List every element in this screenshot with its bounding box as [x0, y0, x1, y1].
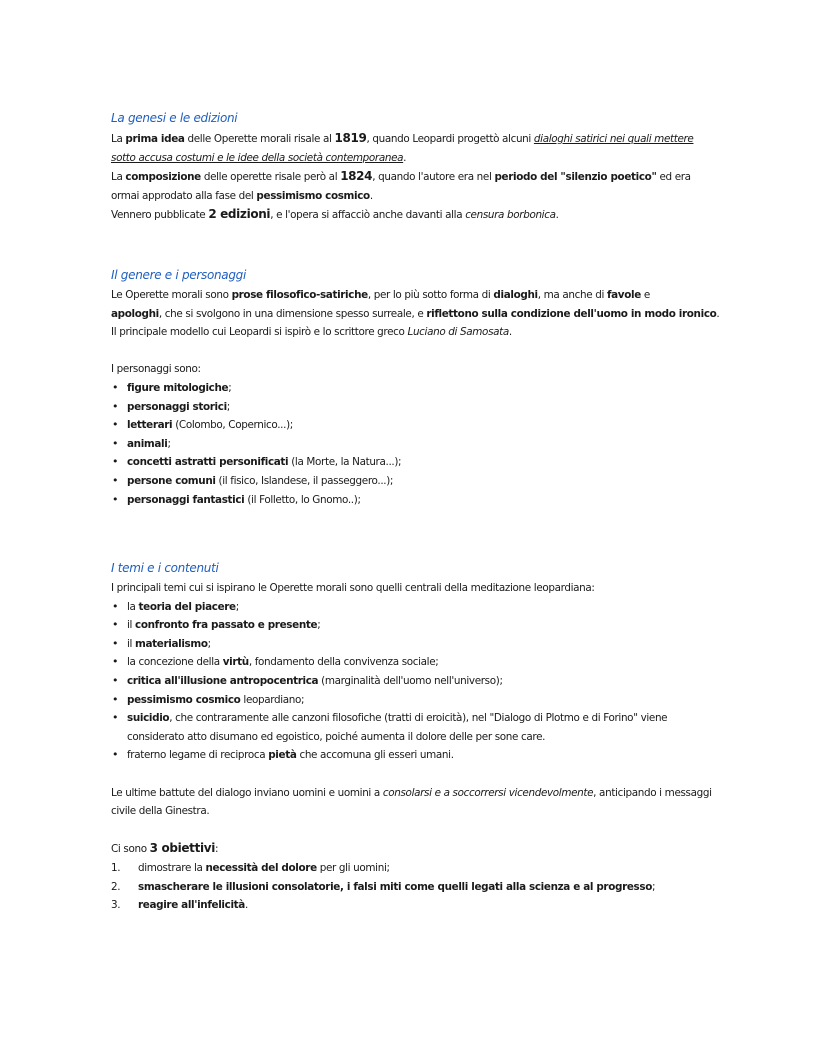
paragraph-line: civile della Ginestra.: [111, 805, 210, 818]
list-item: • il confronto fra passato e presente;: [111, 616, 731, 635]
paragraph-line: La prima idea delle Operette morali risale al 1819, quando Leopardi progettò alcuni dialoghi satirici nei quali mettere: [111, 131, 694, 145]
list-item: • pessimismo cosmico leopardiano;: [111, 691, 731, 710]
section-heading: Il genere e i personaggi: [111, 268, 247, 282]
paragraph-line: apologhi, che si svolgono in una dimensione spesso surreale, e riflettono sulla condizione dell'uomo in modo ironico.: [111, 307, 720, 320]
section-genere: [111, 267, 731, 509]
objectives-intro: Ci sono 3 obiettivi:: [111, 841, 219, 856]
section-heading: La genesi e le edizioni: [111, 111, 238, 125]
section-heading: I temi e i contenuti: [111, 561, 219, 575]
numbered-item: 2. smascherare le illusioni consolatorie, i falsi miti come quelli legati alla scienza e al progresso;: [111, 880, 656, 893]
list-item: • figure mitologiche;: [111, 379, 731, 398]
paragraph-line: Le Operette morali sono prose filosofico-satiriche, per lo più sotto forma di dialoghi, ma anche di favole e: [111, 289, 650, 301]
paragraph-line: Vennero pubblicate 2 edizioni, e l'opera si affacciò anche davanti alla censura borbonica.: [111, 207, 559, 222]
paragraph-line: La composizione delle operette risale però al 1824, quando l'autore era nel periodo del "silenzio poetico" ed era: [111, 169, 691, 184]
numbered-item: 1. dimostrare la necessità del dolore per gli uomini;: [111, 861, 390, 874]
list-item: • critica all'illusione antropocentrica (marginalità dell'uomo nell'universo);: [111, 672, 731, 691]
list-item: • il materialismo;: [111, 635, 731, 654]
list-item: • la teoria del piacere;: [111, 598, 731, 617]
list-item: • suicidio, che contraramente alle canzoni filosofiche (tratti di eroicità), nel "Dialogo di Plotmo e di Forino" viene: [111, 709, 731, 728]
paragraph-line: I principali temi cui si ispirano le Operette morali sono quelli centrali della meditazione leopardiana:: [111, 582, 595, 594]
list-item: • concetti astratti personificati (la Morte, la Natura...);: [111, 453, 731, 472]
list-item: • personaggi storici;: [111, 398, 731, 417]
list-item-continuation: considerato atto disumano ed egoistico, poiché aumenta il dolore delle per sone care.: [127, 730, 546, 743]
numbered-item: 3. reagire all'infelicità.: [111, 899, 248, 912]
list-item: • personaggi fantastici (il Folletto, lo Gnomo..);: [111, 491, 731, 510]
list-item: • fraterno legame di reciproca pietà che accomuna gli esseri umani.: [111, 746, 731, 765]
list-intro: I personaggi sono:: [111, 363, 201, 376]
paragraph-line: Le ultime battute del dialogo inviano uomini e uomini a consolarsi e a soccorrersi vicendevolmente, anticipando i messaggi: [111, 786, 712, 799]
list-item: • la concezione della virtù, fondamento della convivenza sociale;: [111, 653, 731, 672]
paragraph-line: Il principale modello cui Leopardi si ispirò e lo scrittore greco Luciano di Samosata.: [111, 326, 512, 339]
list-item: • persone comuni (il fisico, Islandese, il passeggero...);: [111, 472, 731, 491]
paragraph-line: sotto accusa costumi e le idee della società contemporanea.: [111, 151, 407, 164]
section-temi: [111, 560, 731, 915]
section-genesi: [111, 110, 731, 225]
paragraph-line: ormai approdato alla fase del pessimismo cosmico.: [111, 189, 373, 202]
list-item: • animali;: [111, 435, 731, 454]
list-item: • letterari (Colombo, Copernico...);: [111, 416, 731, 435]
